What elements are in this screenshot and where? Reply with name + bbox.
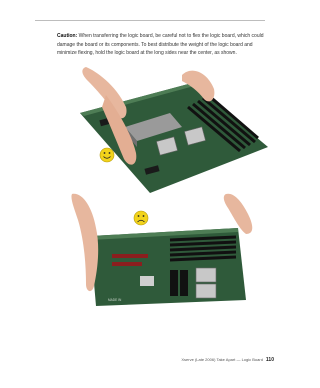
frowning-face-icon — [134, 211, 148, 225]
caution-paragraph — [57, 32, 267, 58]
caution-label: Caution: — [57, 33, 78, 39]
smiley-face-icon — [100, 148, 114, 162]
page-footer — [181, 357, 274, 363]
board-label: MADE IN — [108, 298, 122, 302]
logic-board — [90, 228, 246, 306]
figure-correct-handling — [0, 55, 300, 195]
header-rule — [35, 20, 265, 21]
left-hand — [71, 194, 98, 291]
page-number: 110 — [265, 357, 274, 363]
figure-incorrect-handling — [0, 188, 300, 306]
footer-title: Xserve (Late 2006) Take Apart — Logic Board — [181, 357, 263, 362]
right-hand — [224, 194, 252, 234]
cpu-socket — [196, 284, 216, 298]
cpu-socket — [196, 268, 216, 282]
caution-text: When transferring the logic board, be careful not to flex the logic board, which could damage the board or its components. To best distribute the weight of the logic board and minimize flexing, hold the logic board at the long sides near the center, as shown. — [57, 33, 264, 57]
